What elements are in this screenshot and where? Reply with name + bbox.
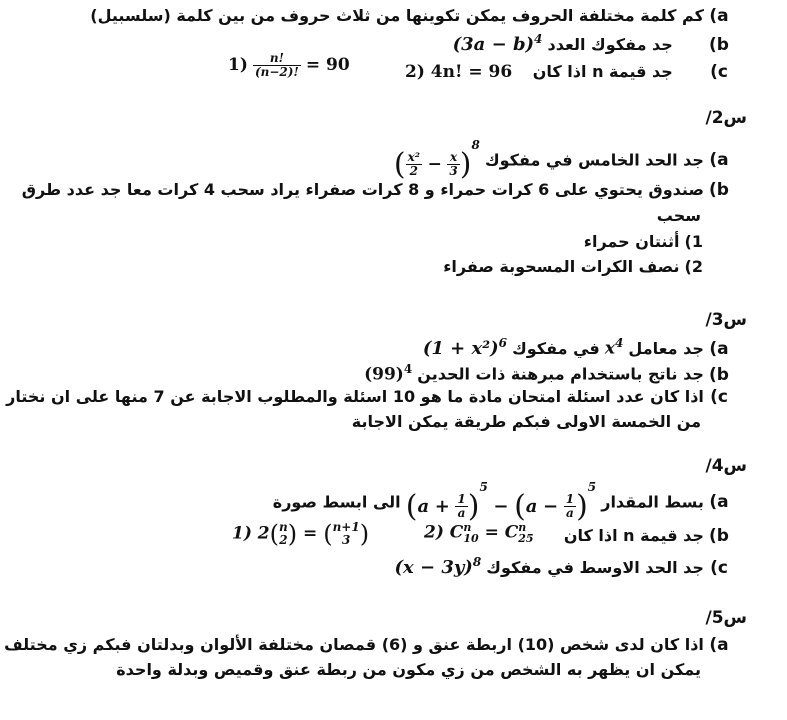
- s5-title: س5/: [705, 608, 747, 628]
- s2-b-text1: صندوق يحتوي على 6 كرات حمراء و 8 كرات صفراء يراد سحب 4 كرات معا جد عدد طرق: [21, 180, 704, 199]
- q1-a: [90, 6, 729, 26]
- s4-b-item2: 2) C n 10 = C n 25: [424, 521, 534, 545]
- q1-c-text: جد قيمة n اذا كان: [532, 62, 673, 81]
- s3-a-math: $(1 + x^2)^6$: [422, 336, 507, 359]
- s2-b-line2: سحب: [656, 206, 701, 225]
- s2-a-math: ( $\frac{\text{x²}}{2}$ − $\frac{x}{3}$ )$^8$: [393, 138, 480, 182]
- s2-b: [22, 180, 729, 200]
- q1-c-item2: 2) 4n! = 96: [405, 62, 513, 82]
- s4-a-math: (a + $\frac{1}{a}$ )$^5$ − (a − $\frac{1}{a}$ )$^5$: [405, 480, 597, 524]
- s3-title: س3/: [705, 310, 747, 330]
- s5-a: a) اذا كان لدى شخص (10) اربطة عنق و (6) قمصان مختلفة الألوان وبدلتان فبكم زي مختلف: [4, 635, 729, 655]
- q1-a-text: كم كلمة مختلفة الحروف يمكن تكوينها من ثلاث حروف من بين كلمة (سلسبيل): [90, 6, 704, 25]
- s5-a-line2: يمكن ان يظهر به الشخص من زي مكون من ربطة عنق وقميص وبدلة واحدة: [116, 660, 701, 679]
- s2-a-label: a): [709, 149, 729, 170]
- s4-b: b) جد قيمة n اذا كان: [563, 526, 729, 546]
- q1-c-item1: 1) $\frac{n!}{(n-2)!}$ = 90: [228, 51, 350, 79]
- s3-b: b) جد ناتج باستخدام مبرهنة ذات الحدين $(99)^4$: [364, 362, 729, 385]
- s4-c: c) جد الحد الاوسط في مفكوك $(x - 3y)^8$: [394, 555, 728, 578]
- s4-b-item1: 1) 2( n 2 ) = ( n+1 3 ): [232, 520, 370, 548]
- q1-b-label: b): [709, 35, 729, 55]
- q1-b-math: $(3a - b)^4$: [452, 32, 543, 55]
- q1-c-label: c): [710, 62, 728, 82]
- q1-b-text: جد مفكوك العدد: [547, 35, 673, 54]
- s2-title: س2/: [705, 108, 747, 128]
- s3-a: a) جد معامل $x^4$ في مفكوك $(1 + x^2)^6$: [422, 336, 729, 359]
- s2-a: [394, 138, 729, 182]
- s4-a: a) بسط المقدار (a + $\frac{1}{a}$ )$^5$ − (a − $\frac{1}{a}$ )$^5$ الى ابسط صورة: [272, 480, 729, 524]
- q1-c: [533, 62, 729, 82]
- q1-c-item1-frac: $\frac{n!}{(n-2)!}$: [254, 51, 299, 79]
- s2-b-sub2: 2) نصف الكرات المسحوبة صفراء: [443, 257, 703, 276]
- s4-title: س4/: [705, 456, 747, 476]
- s3-c: c) اذا كان عدد اسئلة امتحان مادة ما هو 10 اسئلة والمطلوب الاجابة عن 7 منها على ان نختار: [6, 387, 728, 407]
- s2-b-sub1: 1) أثنتان حمراء: [583, 232, 703, 251]
- s2-b-label: b): [709, 180, 729, 200]
- s2-a-text: جد الحد الخامس في مفكوك: [484, 150, 704, 170]
- q1-a-label: a): [709, 6, 729, 26]
- s3-c-line2: من الخمسة الاولى فبكم طريقة يمكن الاجابة: [351, 412, 701, 431]
- q1-b: [453, 32, 729, 55]
